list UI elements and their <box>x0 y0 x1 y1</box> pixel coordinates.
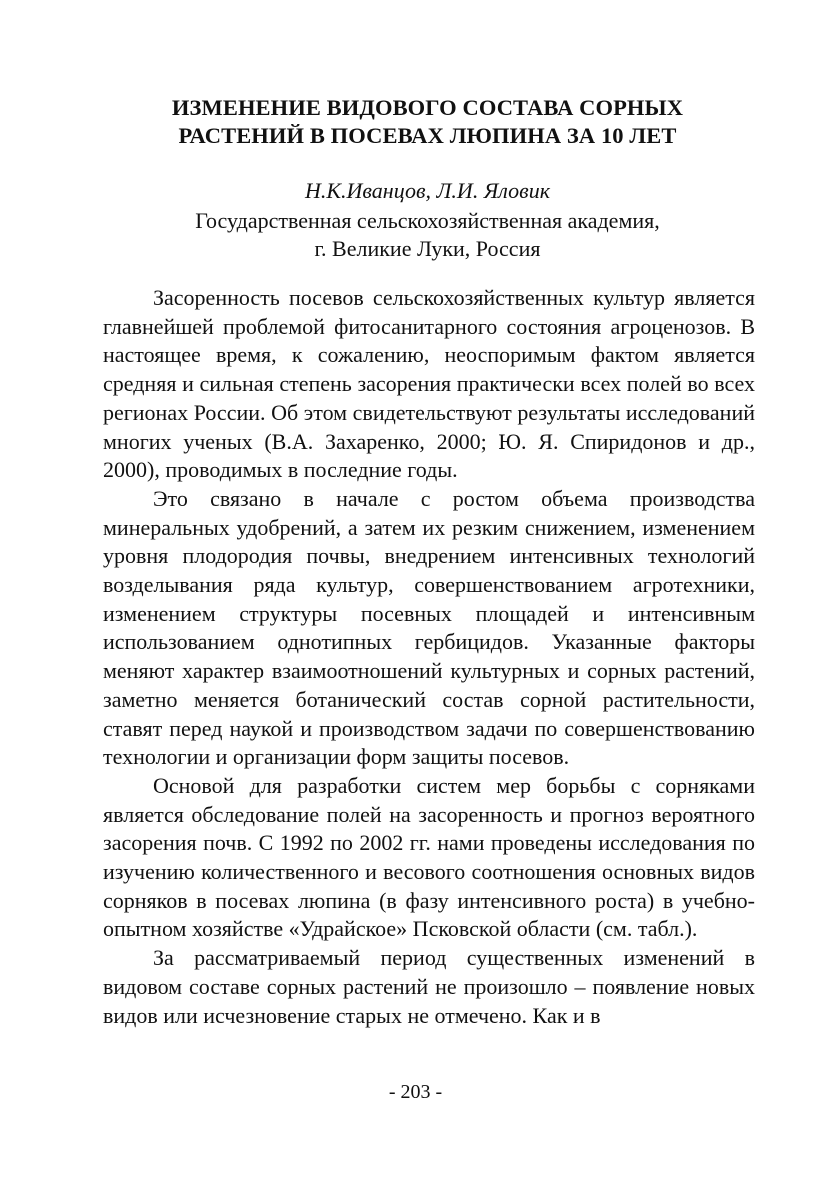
affiliation-line-1: Государственная сельскохозяйственная академия, <box>195 208 660 233</box>
article-title-line-2: РАСТЕНИЙ В ПОСЕВАХ ЛЮПИНА ЗА 10 ЛЕТ <box>178 123 677 148</box>
paragraph-3: Основой для разработки систем мер борьбы с сорняками является обследование полей на засоренность и прогноз вероятного засорения почв. С 1992 по 2002 гг. нами проведены исследования по изучению количественного и весового соотношения основных видов сорняков в посевах люпина (в фазу интенсивного роста) в учебно-опытном хозяйстве «Удрайское» Псковской области (см. табл.). <box>103 772 755 942</box>
authors: Н.К.Иванцов, Л.И. Яловик <box>305 178 550 203</box>
affiliation-line-2: г. Великие Луки, Россия <box>314 236 541 261</box>
paragraph-4: За рассматриваемый период существенных изменений в видовом составе сорных растений не произошло – появление новых видов или исчезновение старых не отмечено. Как и в <box>103 945 755 1028</box>
page-number: - 203 - <box>388 1081 443 1103</box>
article-title-line-1: ИЗМЕНЕНИЕ ВИДОВОГО СОСТАВА СОРНЫХ <box>171 95 684 120</box>
article-body <box>103 284 755 1030</box>
article-title <box>100 94 755 150</box>
affiliation <box>100 207 755 263</box>
paragraph-1: Засоренность посевов сельскохозяйственных культур является главнейшей проблемой фитосанитарного состояния агроценозов. В настоящее время, к сожалению, неоспоримым фактом является средняя и сильная степень засорения практически всех полей во всех регионах России. Об этом свидетельствуют результаты исследований многих ученых (В.А. Захаренко, 2000; Ю. Я. Спиридонов и др., 2000), проводимых в последние годы. <box>103 285 755 483</box>
paragraph-2: Это связано в начале с ростом объема производства минеральных удобрений, а затем их резким снижением, изменением уровня плодородия почвы, внедрением интенсивных технологий возделывания ряда культур, совершенствованием агротехники, изменением структуры посевных площадей и интенсивным использованием однотипных гербицидов. Указанные факторы меняют характер взаимоотношений культурных и сорных растений, заметно меняется ботанический состав сорной растительности, ставят перед наукой и производством задачи по совершенствованию технологии и организации форм защиты посевов. <box>103 485 755 770</box>
